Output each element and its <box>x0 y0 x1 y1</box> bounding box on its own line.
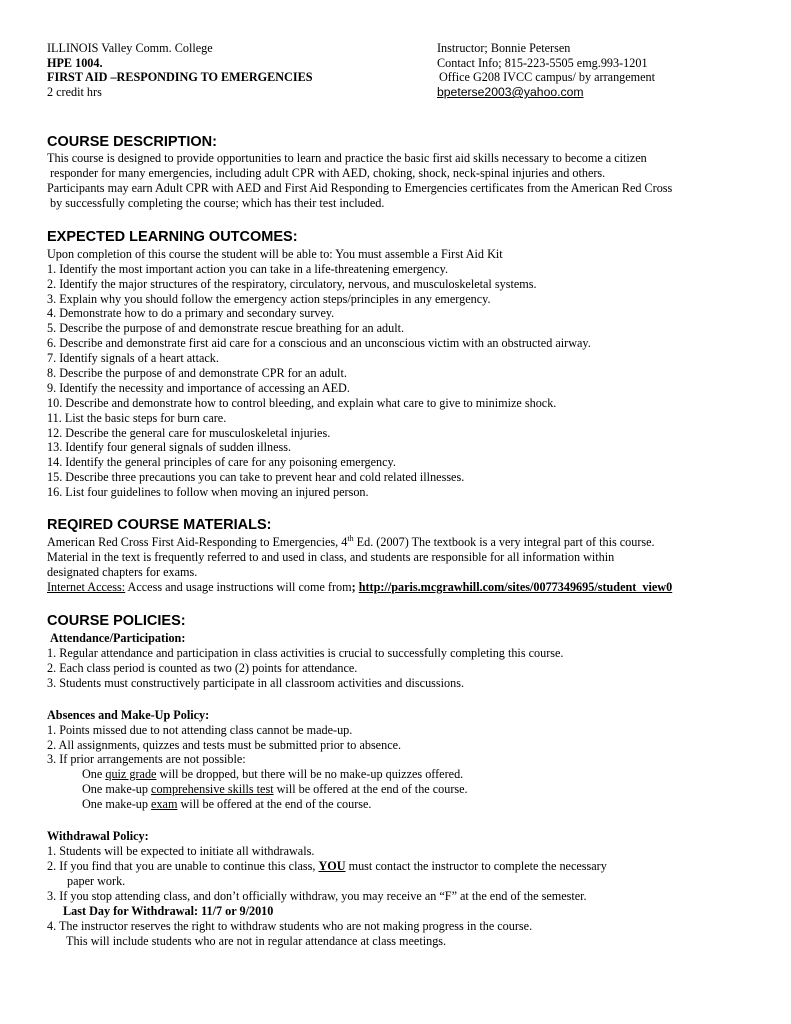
description-line: Participants may earn Adult CPR with AED and First Aid Responding to Emergencies certificates from the American Red Cross <box>47 181 673 195</box>
outcome-item: 9. Identify the necessity and importance of accessing an AED. <box>47 381 350 395</box>
instructor-name: Instructor; Bonnie Petersen <box>437 41 571 55</box>
withdrawal-text: 2. If you find that you are unable to continue this class, <box>47 859 319 873</box>
withdrawal-item: 3. If you stop attending class, and don’t officially withdraw, you may receive an “F” at the end of the semester. <box>47 889 587 903</box>
course-materials-heading: REQIRED COURSE MATERIALS: <box>47 517 272 533</box>
course-description-heading: COURSE DESCRIPTION: <box>47 134 217 150</box>
makeup-line <box>82 767 463 782</box>
outcome-item: 4. Demonstrate how to do a primary and secondary survey. <box>47 306 335 320</box>
last-day-withdrawal: Last Day for Withdrawal: 11/7 or 9/2010 <box>63 904 274 918</box>
materials-line: designated chapters for exams. <box>47 565 198 579</box>
outcome-item: 11. List the basic steps for burn care. <box>47 411 227 425</box>
outcome-item: 7. Identify signals of a heart attack. <box>47 351 219 365</box>
outcome-item: 3. Explain why you should follow the emergency action steps/principles in any emergency. <box>47 292 491 306</box>
office-info: Office G208 IVCC campus/ by arrangement <box>439 70 656 84</box>
makeup-line <box>82 782 468 797</box>
outcome-item: 5. Describe the purpose of and demonstrate rescue breathing for an adult. <box>47 321 405 335</box>
outcome-item: 8. Describe the purpose of and demonstrate CPR for an adult. <box>47 366 347 380</box>
attendance-item: 2. Each class period is counted as two (2) points for attendance. <box>47 661 358 675</box>
outcome-item: 6. Describe and demonstrate first aid care for a conscious and an unconscious victim with an obstructed airway. <box>47 336 591 350</box>
makeup-text: One make-up <box>82 782 152 796</box>
internet-access-separator: ; <box>351 580 359 594</box>
makeup-text: will be dropped, but there will be no make-up quizzes offered. <box>156 767 464 781</box>
description-line: This course is designed to provide opportunities to learn and practice the basic first aid skills necessary to become a citizen <box>47 151 647 165</box>
withdrawal-item: 4. The instructor reserves the right to withdraw students who are not making progress in the course. <box>47 919 533 933</box>
withdrawal-heading: Withdrawal Policy: <box>47 829 149 843</box>
makeup-underlined: quiz grade <box>105 767 157 781</box>
absence-heading: Absences and Make-Up Policy: <box>47 708 210 722</box>
description-line: by successfully completing the course; which has their test included. <box>50 196 385 210</box>
outcome-item: 1. Identify the most important action you can take in a life-threatening emergency. <box>47 262 449 276</box>
outcome-item: 16. List four guidelines to follow when moving an injured person. <box>47 485 369 499</box>
student-site-link[interactable]: http://paris.mcgrawhill.com/sites/0077349695/student_view0 <box>358 580 673 594</box>
email-link[interactable]: bpeterse2003@yahoo.com <box>437 85 584 99</box>
outcome-item: 2. Identify the major structures of the respiratory, circulatory, nervous, and musculoskeletal systems. <box>47 277 537 291</box>
materials-line: Material in the text is frequently referred to and used in class, and students are responsible for all information within <box>47 550 615 564</box>
internet-access-label: Internet Access: <box>47 580 126 594</box>
outcome-item: 14. Identify the general principles of care for any poisoning emergency. <box>47 455 396 469</box>
course-title: FIRST AID –RESPONDING TO EMERGENCIES <box>47 70 313 84</box>
withdrawal-text: must contact the instructor to complete the necessary <box>345 859 607 873</box>
outcome-item: 12. Describe the general care for musculoskeletal injuries. <box>47 426 331 440</box>
absence-item: 1. Points missed due to not attending class cannot be made-up. <box>47 723 353 737</box>
outcomes-intro: Upon completion of this course the student will be able to: You must assemble a First Aid Kit <box>47 247 503 261</box>
course-policies-heading: COURSE POLICIES: <box>47 613 186 629</box>
makeup-line <box>82 797 371 812</box>
makeup-underlined: comprehensive skills test <box>151 782 274 796</box>
internet-access-text: Access and usage instructions will come from <box>125 580 352 594</box>
makeup-underlined: exam <box>151 797 178 811</box>
attendance-item: 3. Students must constructively participate in all classroom activities and discussions. <box>47 676 465 690</box>
makeup-text: will be offered at the end of the course. <box>273 782 468 796</box>
learning-outcomes-heading: EXPECTED LEARNING OUTCOMES: <box>47 229 298 245</box>
textbook-text-cont: Ed. (2007) The textbook is a very integral part of this course. <box>353 535 655 549</box>
withdrawal-item: 1. Students will be expected to initiate all withdrawals. <box>47 844 315 858</box>
internet-access-line <box>47 580 672 595</box>
description-line: responder for many emergencies, including adult CPR with AED, choking, shock, neck-spinal injuries and others. <box>50 166 606 180</box>
textbook-text: American Red Cross First Aid-Responding to Emergencies, 4 <box>47 535 348 549</box>
absence-item: 3. If prior arrangements are not possible: <box>47 752 246 766</box>
withdrawal-item-cont: This will include students who are not in regular attendance at class meetings. <box>66 934 447 948</box>
outcome-item: 15. Describe three precautions you can take to prevent hear and cold related illnesses. <box>47 470 465 484</box>
edition-superscript: th <box>347 533 354 543</box>
withdrawal-item-cont: paper work. <box>67 874 126 888</box>
college-name: ILLINOIS Valley Comm. College <box>47 41 213 55</box>
withdrawal-item <box>47 859 607 874</box>
outcome-item: 13. Identify four general signals of sudden illness. <box>47 440 292 454</box>
textbook-line <box>47 535 655 550</box>
course-code: HPE 1004. <box>47 56 103 70</box>
withdrawal-you-emphasis: YOU <box>318 859 346 873</box>
outcome-item: 10. Describe and demonstrate how to control bleeding, and explain what care to give to minimize shock. <box>47 396 557 410</box>
makeup-text: will be offered at the end of the course. <box>177 797 372 811</box>
contact-info: Contact Info; 815-223-5505 emg.993-1201 <box>437 56 648 70</box>
absence-item: 2. All assignments, quizzes and tests must be submitted prior to absence. <box>47 738 402 752</box>
attendance-heading: Attendance/Participation: <box>50 631 186 645</box>
attendance-item: 1. Regular attendance and participation in class activities is crucial to successfully completing this course. <box>47 646 564 660</box>
credit-hours: 2 credit hrs <box>47 85 102 99</box>
makeup-text: One <box>82 767 106 781</box>
makeup-text: One make-up <box>82 797 152 811</box>
